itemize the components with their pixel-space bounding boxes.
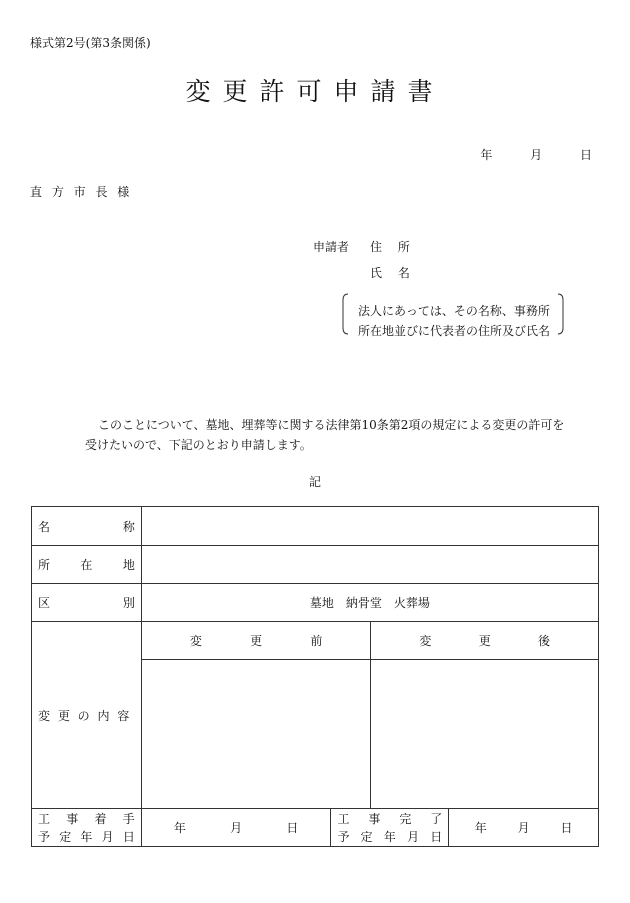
application-table xyxy=(31,506,599,847)
addressee: 直 方 市 長 様 xyxy=(30,185,133,199)
change-content-label: 変 更 の 内 容 xyxy=(32,622,142,809)
applicant-label: 申請者 xyxy=(313,240,350,254)
construction-complete-label: 工 事 完 了 予 定 年 月 日 xyxy=(331,809,449,847)
after-content[interactable] xyxy=(371,660,599,809)
form-number: 様式第2号(第3条関係) xyxy=(30,36,151,50)
applicant-name-label: 氏 名 xyxy=(370,266,416,280)
applicant-address-label: 住 所 xyxy=(370,240,416,254)
after-header: 変 更 後 xyxy=(371,622,599,660)
corporate-note-line1: 法人にあっては、その名称、事務所 xyxy=(358,304,550,318)
row-schedule xyxy=(32,809,599,847)
location-value[interactable] xyxy=(141,546,598,584)
row-category xyxy=(32,584,599,622)
name-label: 名 称 xyxy=(32,507,142,546)
construction-start-label: 工 事 着 手 予 定 年 月 日 xyxy=(32,809,142,847)
row-name xyxy=(32,507,599,546)
construction-start-date[interactable]: 年 月 日 xyxy=(141,809,331,847)
construction-complete-date[interactable]: 年 月 日 xyxy=(449,809,599,847)
row-location xyxy=(32,546,599,584)
category-value[interactable]: 墓地 納骨堂 火葬場 xyxy=(141,584,598,622)
before-header: 変 更 前 xyxy=(141,622,371,660)
body-paragraph-line2: 受けたいので、下記のとおり申請します。 xyxy=(85,438,312,452)
corporate-note xyxy=(342,292,564,336)
page-title: 変更許可申請書 xyxy=(185,77,445,106)
submission-date: 年 月 日 xyxy=(480,148,592,162)
before-content[interactable] xyxy=(141,660,371,809)
row-change-header xyxy=(32,622,599,660)
body-paragraph-line1: このことについて、墓地、埋葬等に関する法律第10条第2項の規定による変更の許可を xyxy=(98,418,565,432)
corporate-note-line2: 所在地並びに代表者の住所及び氏名 xyxy=(358,324,551,338)
location-label: 所 在 地 xyxy=(32,546,142,584)
name-value[interactable] xyxy=(141,507,598,546)
ki-heading: 記 xyxy=(308,475,321,489)
category-label: 区 別 xyxy=(32,584,142,622)
